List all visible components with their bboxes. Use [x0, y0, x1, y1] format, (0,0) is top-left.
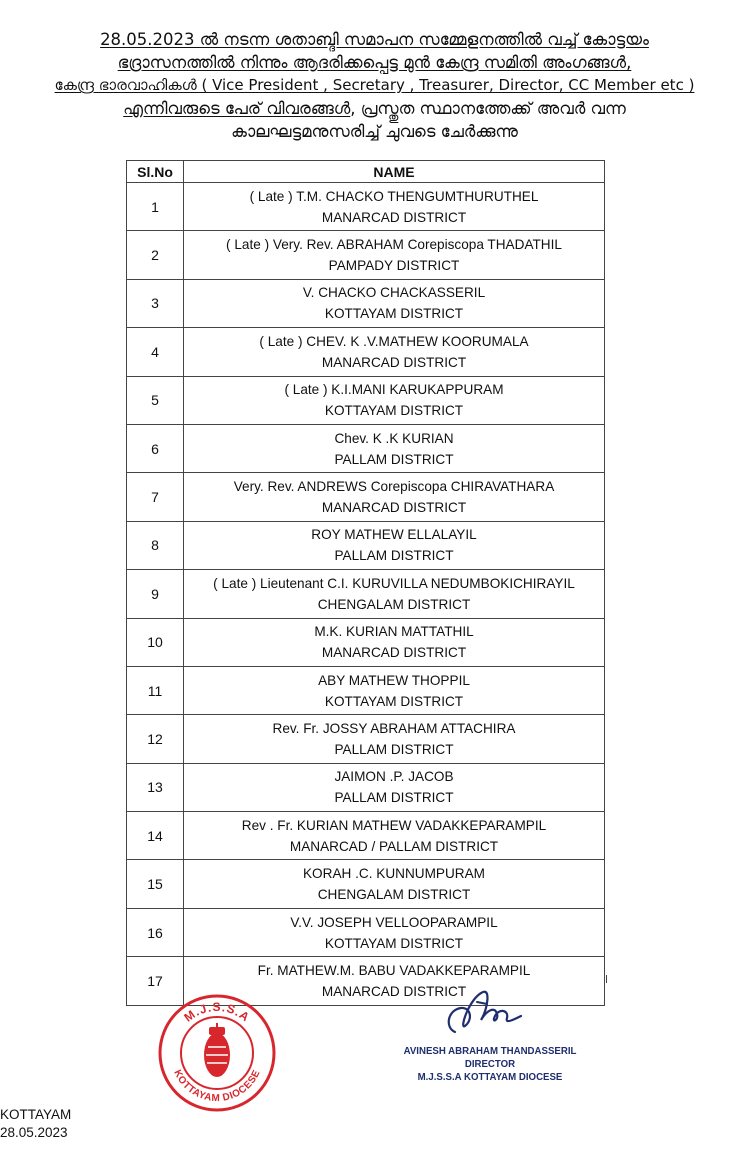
footer-date: 28.05.2023 [0, 1125, 68, 1140]
row-name-cell [184, 328, 605, 376]
member-name: ROY MATHEW ELLALAYIL [311, 527, 477, 543]
member-name: M.K. KURIAN MATTATHIL [314, 624, 474, 640]
member-district: CHENGALAM DISTRICT [317, 887, 471, 903]
header-name: NAME [184, 161, 605, 183]
table-row [127, 231, 605, 279]
table-row [127, 279, 605, 327]
member-district: KOTTAYAM DISTRICT [324, 935, 464, 951]
row-number: 10 [127, 618, 184, 666]
table-header-row [127, 161, 605, 183]
member-name: V.V. JOSEPH VELLOOPARAMPIL [290, 914, 498, 930]
heading-line-4-underlined: എന്നിവരുടെ പേര് വിവരങ്ങൾ [123, 99, 351, 118]
member-district: MANARCAD DISTRICT [321, 209, 467, 225]
row-name-cell [184, 715, 605, 763]
row-number: 4 [127, 328, 184, 376]
table-row [127, 618, 605, 666]
header-slno: Sl.No [127, 161, 184, 183]
members-table [126, 160, 605, 1006]
member-district: MANARCAD / PALLAM DISTRICT [289, 838, 499, 854]
heading-line-4-rest: , പ്രസ്തുത സ്ഥാനത്തേക്ക് അവർ വന്ന [350, 99, 626, 118]
row-number: 1 [127, 183, 184, 231]
member-name: Chev. K .K KURIAN [334, 430, 454, 446]
member-district: PAMPADY DISTRICT [328, 258, 460, 274]
heading-line-3: കേന്ദ്ര ഭാരവാഹികൾ ( Vice President , Secretary , Treasurer, Director, CC Member etc ) [54, 76, 695, 94]
row-name-cell [184, 473, 605, 521]
member-name: Fr. MATHEW.M. BABU VADAKKEPARAMPIL [257, 962, 531, 978]
member-name: ( Late ) T.M. CHACKO THENGUMTHURUTHEL [249, 188, 539, 204]
row-number: 11 [127, 666, 184, 714]
member-district: MANARCAD DISTRICT [321, 354, 467, 370]
document-heading [0, 28, 749, 143]
member-name: ABY MATHEW THOPPIL [318, 672, 470, 688]
row-name-cell [184, 763, 605, 811]
member-name: ( Late ) K.I.MANI KARUKAPPURAM [284, 382, 504, 398]
seal-icon [157, 993, 277, 1113]
row-number: 2 [127, 231, 184, 279]
mjssa-seal [157, 993, 277, 1113]
row-number: 17 [127, 957, 184, 1005]
svg-text:M.J.S.S.A [181, 1000, 252, 1025]
row-name-cell [184, 376, 605, 424]
row-number: 9 [127, 570, 184, 618]
heading-line-2: ഭദ്രാസനത്തിൽ നിന്നും ആദരിക്കപ്പെട്ട മുൻ കേന്ദ്ര സമിതി അംഗങ്ങൾ, [117, 53, 632, 72]
row-name-cell [184, 231, 605, 279]
table-row [127, 570, 605, 618]
row-name-cell [184, 860, 605, 908]
member-name: ( Late ) Lieutenant C.I. KURUVILLA NEDUMBOKICHIRAYIL [213, 575, 575, 591]
member-name: KORAH .C. KUNNUMPURAM [302, 866, 485, 882]
table-row [127, 666, 605, 714]
member-district: MANARCAD DISTRICT [321, 500, 467, 516]
row-number: 12 [127, 715, 184, 763]
table-row [127, 812, 605, 860]
signature-block [380, 980, 600, 1084]
row-number: 16 [127, 908, 184, 956]
row-name-cell [184, 618, 605, 666]
seal-bottom-text: KOTTAYAM DIOCESE [171, 1068, 263, 1105]
member-district: PALLAM DISTRICT [334, 790, 454, 806]
member-name: Rev. Fr. JOSSY ABRAHAM ATTACHIRA [272, 720, 516, 736]
row-number: 7 [127, 473, 184, 521]
row-number: 14 [127, 812, 184, 860]
heading-line-5: കാലഘട്ടമനുസരിച്ച് ചുവടെ ചേർക്കുന്നു [231, 122, 518, 141]
row-number: 15 [127, 860, 184, 908]
member-name: ( Late ) Very. Rev. ABRAHAM Corepiscopa THADATHIL [226, 237, 562, 253]
table-row [127, 715, 605, 763]
table-row [127, 908, 605, 956]
heading-line-1: 28.05.2023 ൽ നടന്ന ശതാബ്ദി സമാപന സമ്മേളനത്തിൽ വച്ച് കോട്ടയം [100, 30, 649, 49]
row-number: 3 [127, 279, 184, 327]
member-district: PALLAM DISTRICT [334, 741, 454, 757]
table-row [127, 376, 605, 424]
member-district: PALLAM DISTRICT [334, 451, 454, 467]
member-district: KOTTAYAM DISTRICT [324, 306, 464, 322]
member-name: Very. Rev. ANDREWS Corepiscopa CHIRAVATHARA [233, 479, 555, 495]
member-district: MANARCAD DISTRICT [321, 645, 467, 661]
row-name-cell [184, 424, 605, 472]
member-district: KOTTAYAM DISTRICT [324, 403, 464, 419]
row-number: 13 [127, 763, 184, 811]
footer-place: KOTTAYAM [0, 1107, 72, 1122]
table-row [127, 328, 605, 376]
signature-icon [425, 980, 535, 1045]
member-district: PALLAM DISTRICT [334, 548, 454, 564]
row-name-cell [184, 908, 605, 956]
row-name-cell [184, 183, 605, 231]
table-row [127, 424, 605, 472]
member-district: KOTTAYAM DISTRICT [324, 693, 464, 709]
row-name-cell [184, 666, 605, 714]
row-name-cell [184, 570, 605, 618]
member-district: MANARCAD DISTRICT [321, 983, 467, 999]
member-name: Rev . Fr. KURIAN MATHEW VADAKKEPARAMPIL [241, 817, 547, 833]
table-row [127, 183, 605, 231]
row-name-cell [184, 279, 605, 327]
seal-top-text: M.J.S.S.A [181, 1000, 253, 1025]
member-name: V. CHACKO CHACKASSERIL [302, 285, 486, 301]
signatory-name: AVINESH ABRAHAM THANDASSERIL [403, 1045, 577, 1057]
member-district: CHENGALAM DISTRICT [317, 596, 471, 612]
row-name-cell [184, 812, 605, 860]
member-name: ( Late ) CHEV. K .V.MATHEW KOORUMALA [259, 333, 529, 349]
heading-line-4 [0, 97, 749, 120]
signatory-title: DIRECTOR [464, 1058, 516, 1070]
table-row [127, 521, 605, 569]
row-name-cell [184, 521, 605, 569]
row-number: 6 [127, 424, 184, 472]
table-row [127, 473, 605, 521]
table-row [127, 763, 605, 811]
table-row [127, 860, 605, 908]
row-number: 8 [127, 521, 184, 569]
row-number: 5 [127, 376, 184, 424]
footer [0, 1106, 71, 1142]
member-name: JAIMON .P. JACOB [334, 769, 454, 785]
signatory-org: M.J.S.S.A KOTTAYAM DIOCESE [417, 1071, 563, 1083]
